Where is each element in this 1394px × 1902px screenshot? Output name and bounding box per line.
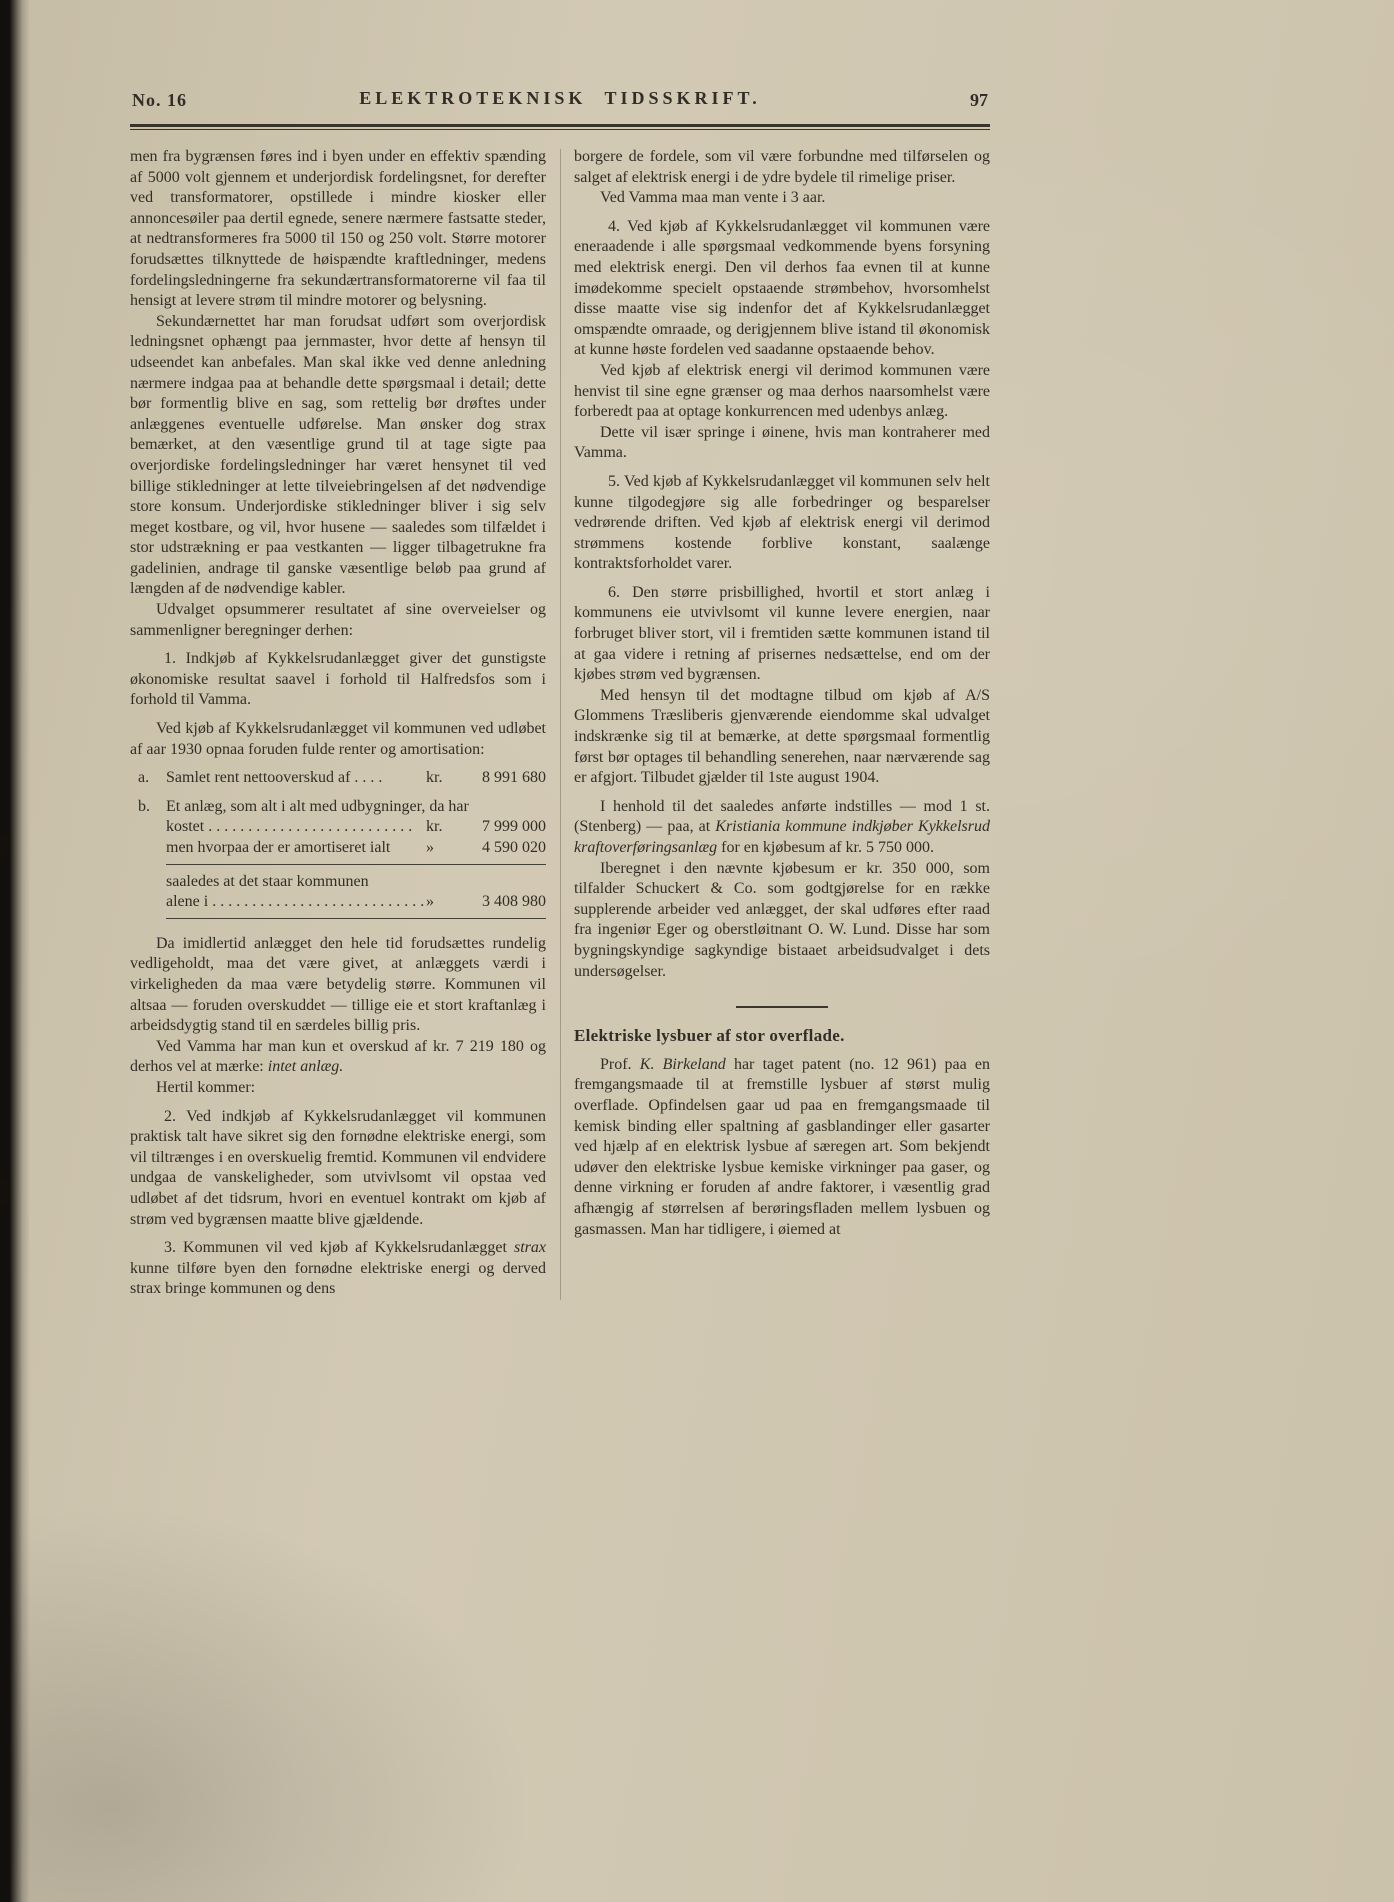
list-marker: b. — [138, 797, 150, 815]
page-number: 97 — [970, 90, 988, 110]
journal-title: ELEKTROTEKNISK TIDSSKRIFT. — [359, 88, 761, 108]
paragraph: Ved kjøb af elektrisk energi vil derimod kommunen være henvist til sine egne grænser og maa derhos naarsomhelst være forberedt paa at optage konkurrencen med udenbys anlæg. — [574, 361, 990, 421]
amount-label: alene i . . . . . . . . . . . . . . . . . . . . . . . . . . . — [166, 893, 425, 911]
amount-value: 8 991 680 — [482, 769, 546, 787]
text-segment: Ved Vamma har man kun et overskud af kr. 7 219 180 og derhos vel at mærke: — [130, 1037, 546, 1076]
numbered-item-4: 4. Ved kjøb af Kykkelsrudanlægget vil kommunen være eneraadende i alle spørgsmaal vedkommende byens forsyning med elektrisk energi. Den vil derhos faa evnen til at kunne imødekomme specielt opstaaende strømbehov, hvorsomhelst disse maatte vise sig indenfor det af Kykkelsrudanlægget omspændte omraade, og derigjennem blive istand til økonomisk at kunne høste fordelen ved saadanne opstaaende behov. — [574, 217, 990, 359]
numbered-item-3 — [130, 1238, 546, 1300]
italic-text: intet anlæg. — [267, 1058, 344, 1076]
edge-ink-mark — [0, 834, 9, 856]
numbered-item-2: 2. Ved indkjøb af Kykkelsrudanlægget vil kommunen praktisk talt have sikret sig den fornødne elektriske energi, som vil tiltrænges i en overskuelig fremtid. Kommunen vil endvidere undgaa de vanskeligheder, som utvivlsomt vil opstaa ved udløbet af det tidsrum, hvori en eventuel kontrakt om kjøb af strøm ved bygrænsen maatte blive gjældende. — [130, 1107, 546, 1228]
paragraph: Iberegnet i den nævnte kjøbesum er kr. 350 000, som tilfalder Schuckert & Co. som godtgjørelse for en række supplerende arbeider ved anlægget, der skal udføres efter raad fra ingeniør Eger og oberstløitnant O. W. Lund. Disse har som bygningskyndige sagkyndige bistaaet arbeidsudvalget i dets undersøgelser. — [574, 859, 990, 980]
amount-text-line: saaledes at det staar kommunen — [166, 872, 369, 890]
page-content — [130, 88, 990, 1300]
paragraph: Udvalget opsummerer resultatet af sine overveielser og sammenligner beregninger derhen: — [130, 601, 546, 639]
currency-unit: » — [426, 893, 434, 911]
numbered-item-5: 5. Ved kjøb af Kykkelsrudanlægget vil kommunen selv helt kunne tilgodegjøre sig alle forbedringer og besparelser vedrørende driften. Ved kjøb af elektrisk energi vil derimod strømmens kostende forblive konstant, saalænge kontraktsforholdet varer. — [574, 472, 990, 573]
paragraph: Dette vil især springe i øinene, hvis man kontraherer med Vamma. — [574, 423, 990, 462]
list-body — [166, 797, 546, 926]
page-header — [130, 88, 990, 114]
currency-unit: kr. — [426, 769, 443, 787]
italic-text: K. Birkeland — [639, 1055, 726, 1073]
article-separator-rule — [736, 1006, 828, 1008]
amount-label: Samlet rent nettooverskud af . . . . — [166, 769, 383, 787]
italic-text: Kristiania kommune indkjøber Kykkelsrud kraftoverføringsanlæg — [574, 818, 991, 856]
edge-ink-mark — [0, 1178, 9, 1204]
right-column — [574, 147, 990, 1300]
paragraph: Da imidlertid anlægget den hele tid forudsættes rundelig vedligeholdt, maa det være givet, at anlæggets værdi i virkeligheden da maa være betydelig større. Kommunen vil altsaa — foruden overskuddet — tillige eie et stort kraftanlæg i arbeidsdygtig stand til en særdeles billig pris. — [130, 934, 546, 1035]
column-divider — [560, 149, 561, 1300]
issue-number: No. 16 — [132, 90, 187, 110]
amount-row — [166, 817, 546, 838]
article-body — [130, 147, 990, 1300]
amount-value: 4 590 020 — [482, 839, 546, 856]
header-double-rule — [130, 124, 990, 130]
numbered-item-6: 6. Den større prisbillighed, hvortil et stort anlæg i kommunens eie utvivlsomt vil kunne levere energien, naar forbruget bliver stort, vil i fremtiden sætte kommunen istand til at gaa videre i retning af prisernes nedsættelse, end om der kjøbes strøm ved bygrænsen. — [574, 583, 990, 684]
article-heading: Elektriske lysbuer af stor overflade. — [574, 1026, 845, 1046]
paragraph — [574, 797, 990, 859]
paragraph: Ved kjøb af Kykkelsrudanlægget vil kommunen ved udløbet af aar 1930 opnaa foruden fulde renter og amortisation: — [130, 720, 546, 758]
text-segment: for en kjøbesum af kr. 5 750 000. — [717, 839, 934, 856]
left-column — [130, 147, 546, 1300]
currency-unit: kr. — [426, 818, 443, 836]
amount-label: kostet . . . . . . . . . . . . . . . . . . . . . . . . . . — [166, 818, 413, 836]
list-item-b — [130, 797, 546, 926]
text-segment: har taget patent (no. 12 961) paa en fremgangsmaade til at fremstille lysbuer af størst mulig overflade. Opfindelsen gaar ud paa en fremgangsmaade til kemisk binding eller spaltning af gasblandinger eller gasarter ved hjælp af en elektrisk lysbue af særegen art. Som bekjendt udøver den elektriske lysbue kemiske virkninger paa gaser, og denne virkning er foruden af andre faktorer, i væsentlig grad afhængig af størrelsen af berøringsfladen mellem lysbuen og gasmassen. Man har tidligere, i øiemed at — [574, 1055, 991, 1238]
amount-value: 3 408 980 — [482, 893, 546, 911]
sum-rule — [166, 918, 546, 919]
paragraph: borgere de fordele, som vil være forbundne med tilførselen og salget af elektrisk energi i de ydre bydele til rimelige priser. — [574, 148, 990, 186]
list-body — [166, 768, 546, 789]
amount-value: 7 999 000 — [482, 818, 546, 836]
amount-row — [166, 768, 546, 789]
list-item-a — [130, 768, 546, 789]
amount-row — [166, 892, 546, 913]
italic-text: strax — [514, 1239, 546, 1257]
paragraph — [130, 1037, 546, 1078]
amount-label: men hvorpaa der er amortiseret ialt — [166, 839, 391, 856]
text-segment: kunne tilføre byen den fornødne elektriske energi og derved strax bringe kommunen og dens — [130, 1259, 546, 1298]
list-marker: a. — [138, 769, 150, 787]
paragraph: Hertil kommer: — [156, 1078, 256, 1096]
text-segment: Prof. — [600, 1055, 640, 1073]
amount-row — [166, 838, 546, 859]
text-segment: 3. Kommunen vil ved kjøb af Kykkelsrudanlægget — [164, 1239, 514, 1257]
amount-text-line: Et anlæg, som alt i alt med udbygninger, da har — [166, 797, 469, 815]
paragraph: Sekundærnettet har man forudsat udført som overjordisk ledningsnet ophængt paa jernmaster, hvor dette af hensyn til udseendet kan anbefales. Man skal ikke ved denne anledning nærmere indgaa paa at behandle dette spørgsmaal i detail; dette bør formentlig blive en sag, som rettelig bør drøftes under anlæggenes eventuelle udførelse. Man ønsker dog strax bemærket, at den væsentlige grund til at tage sigte paa overjordiske fordelingsledninger har været hensynet til ved billige stikledninger at lette tilveiebringelsen af det nødvendige store konsum. Underjordiske stikledninger bliver i sig selv meget kostbare, og vil, hvor husene — saaledes som tilfældet i stor udstrækning er paa vestkanten — ligger tilbagetrukne fra gadelinien, andrage til ganske væsentlige beløb paa grund af længden af de nødvendige kabler. — [130, 312, 546, 598]
paragraph: Med hensyn til det modtagne tilbud om kjøb af A/S Glommens Træsliberis gjenværende eiendomme skal udvalget indskrænke sig til at bemærke, at dette spørgsmaal formentlig først bør optages til behandling senerehen, naar nærværende sag er afgjort. Tilbudet gjælder til 1ste august 1904. — [574, 686, 990, 787]
numbered-item-1: 1. Indkjøb af Kykkelsrudanlægget giver det gunstigste økonomiske resultat saavel i forhold til Halfredsfos som i forhold til Vamma. — [130, 650, 546, 709]
text-segment: I henhold til det saaledes anførte indstilles — mod 1 st. (Stenberg) — paa, at — [574, 797, 990, 836]
binding-edge-shadow — [0, 0, 30, 1902]
paragraph: men fra bygrænsen føres ind i byen under en effektiv spænding af 5000 volt gjennem et underjordisk fordelingsnet, for derefter ved transformatorer, opstillede i mindre kiosker eller annoncesøiler paa dertil egnede, senere nærmere fastsatte steder, at nedtransformeres fra 5000 til 150 og 250 volt. Større motorer forudsættes tilknyttede de høispændte kraftledninger, medens fordelingsledningerne fra sekundærtransformatorerne vil faa til hensigt at levere strøm til mindre motorer og belysning. — [130, 148, 546, 310]
paragraph — [574, 1055, 990, 1240]
paragraph: Ved Vamma maa man vente i 3 aar. — [600, 189, 826, 207]
currency-unit: » — [426, 839, 434, 856]
sum-rule — [166, 864, 546, 865]
